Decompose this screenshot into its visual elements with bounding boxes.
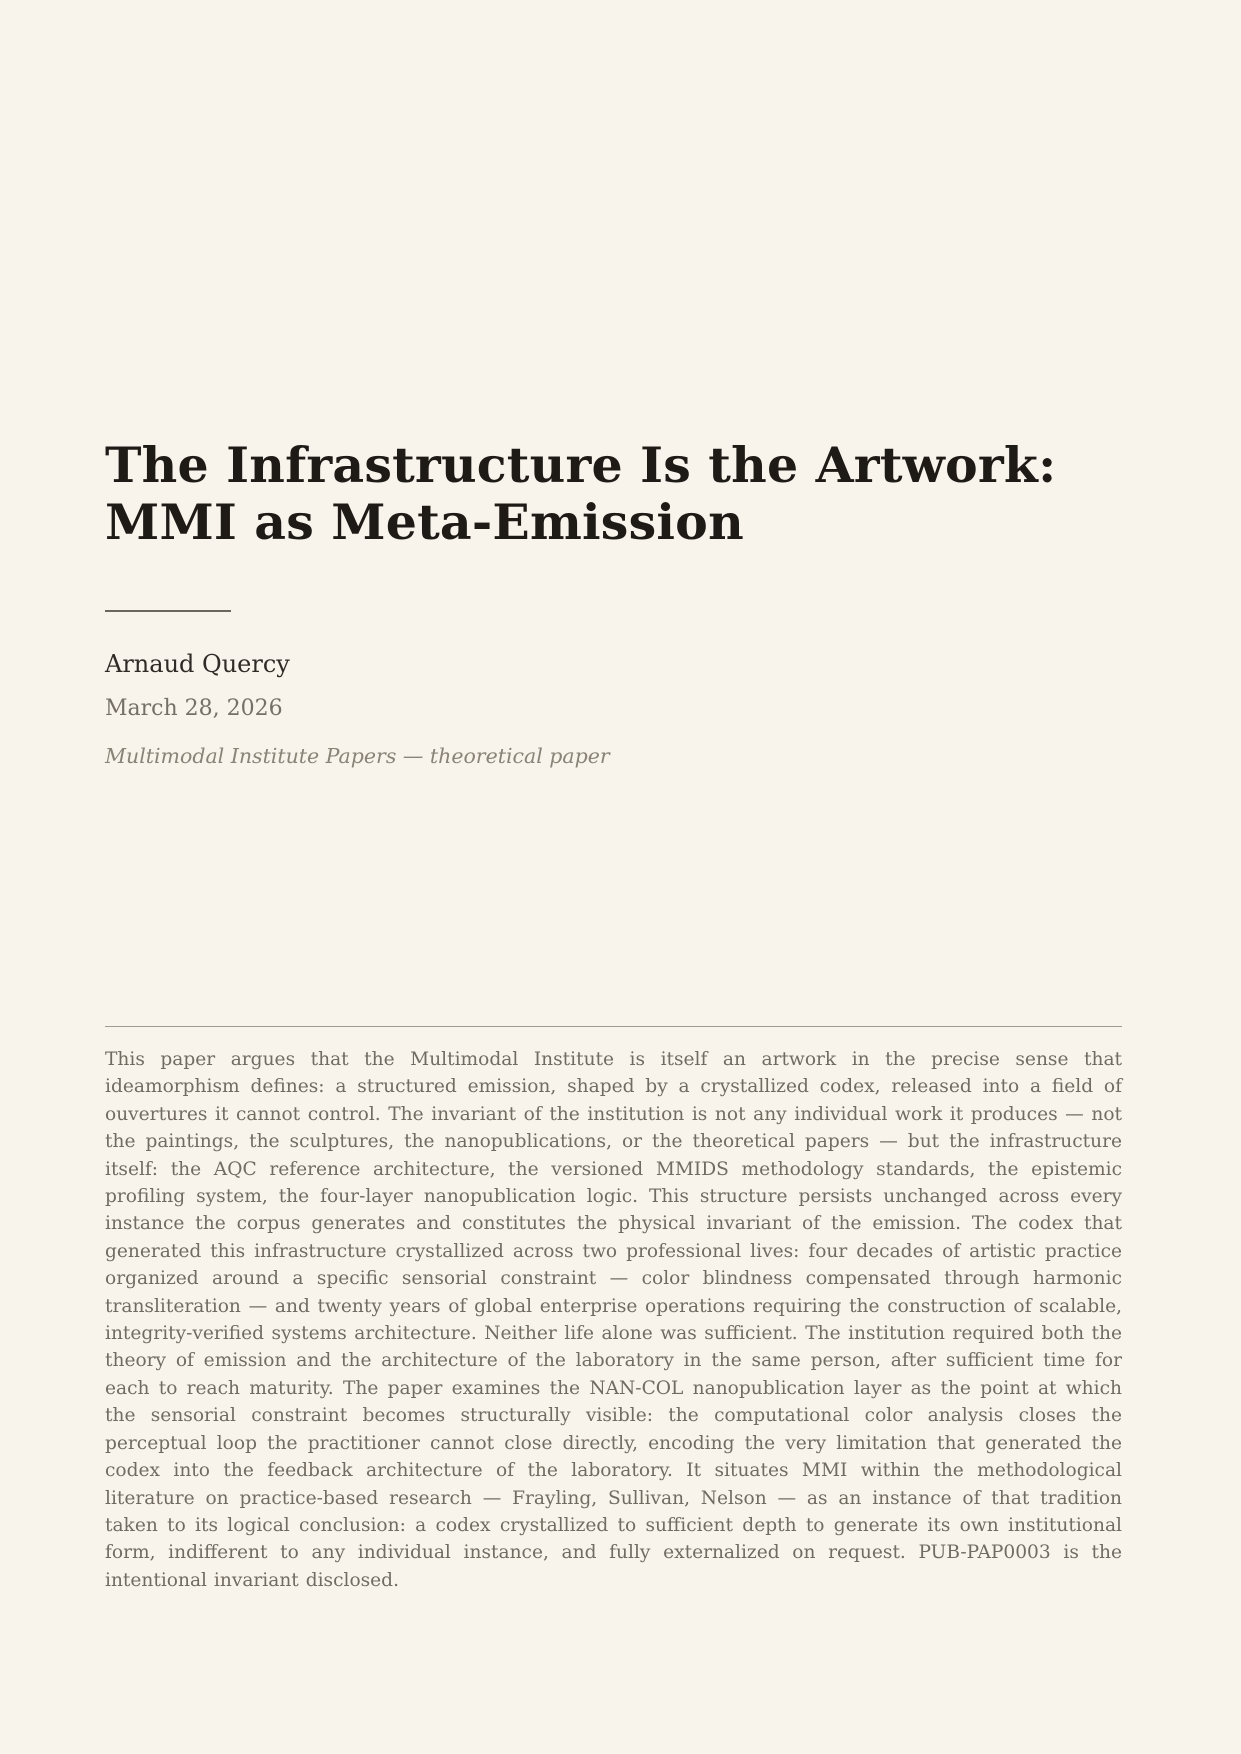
author-name: Arnaud Quercy [105, 650, 290, 678]
page-title-line-2: MMI as Meta-Emission [105, 493, 744, 551]
series-subtitle: Multimodal Institute Papers — theoretical paper [105, 744, 610, 768]
abstract-divider [105, 1026, 1122, 1027]
publication-date: March 28, 2026 [105, 696, 283, 721]
page-title [105, 437, 1122, 551]
page-content [105, 0, 1122, 1754]
title-rule-divider [105, 610, 231, 612]
page-title-line-1: The Infrastructure Is the Artwork: [105, 436, 1057, 494]
abstract-paragraph: This paper argues that the Multimodal Institute is itself an artwork in the precise sense that ideamorphism defines: a structured emission, shaped by a crystallized codex, released into a field of ouvertures it cannot control. The invariant of the institution is not any individual work it produces — not the paintings, the sculptures, the nanopublications, or the theoretical papers — but the infrastructure itself: the AQC reference architecture, the versioned MMIDS methodology standards, the epistemic profiling system, the four-layer nanopublication logic. This structure persists unchanged across every instance the corpus generates and constitutes the physical invariant of the emission. The codex that generated this infrastructure crystallized across two professional lives: four decades of artistic practice organized around a specific sensorial constraint — color blindness compensated through harmonic transliteration — and twenty years of global enterprise operations requiring the construction of scalable, integrity-verified systems architecture. Neither life alone was sufficient. The institution required both the theory of emission and the architecture of the laboratory in the same person, after sufficient time for each to reach maturity. The paper examines the NAN-COL nanopublication layer as the point at which the sensorial constraint becomes structurally visible: the computational color analysis closes the perceptual loop the practitioner cannot close directly, encoding the very limitation that generated the codex into the feedback architecture of the laboratory. It situates MMI within the methodological literature on practice-based research — Frayling, Sullivan, Nelson — as an instance of that tradition taken to its logical conclusion: a codex crystallized to sufficient depth to generate its own institutional form, indifferent to any individual instance, and fully externalized on request. PUB-PAP0003 is the intentional invariant disclosed. [105, 1049, 1122, 1591]
